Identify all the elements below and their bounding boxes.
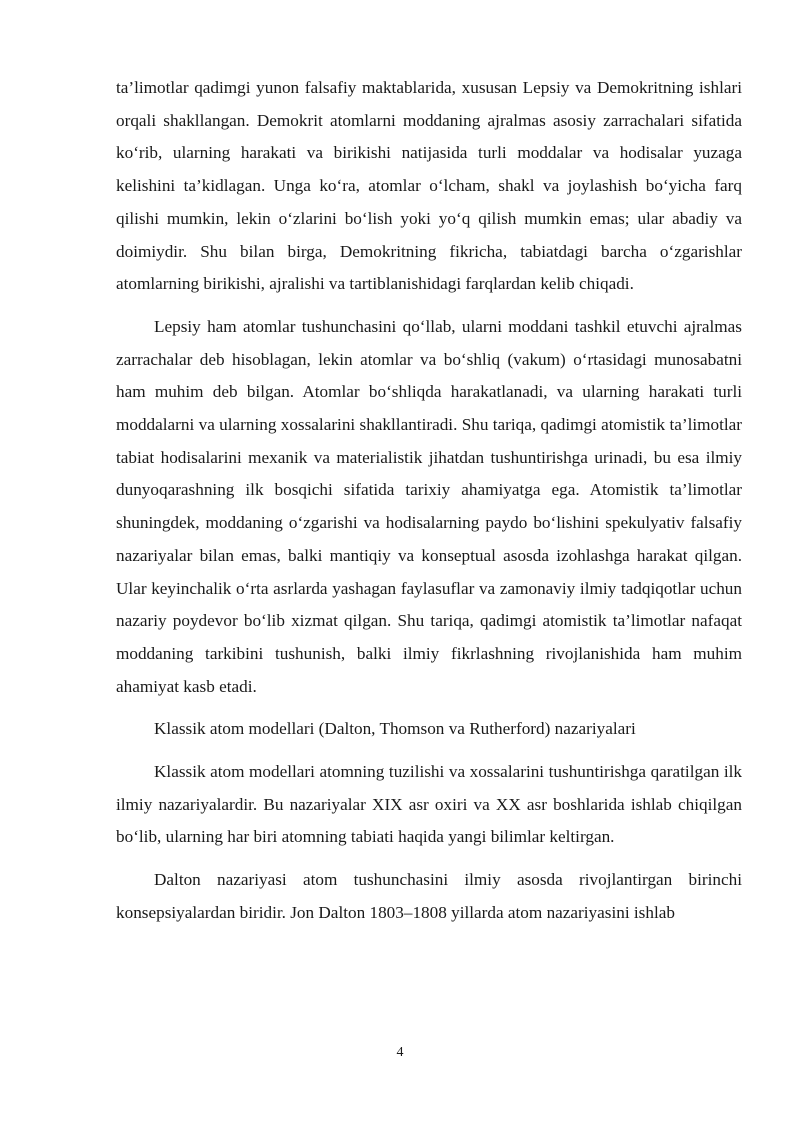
paragraph-democritus: ta’limotlar qadimgi yunon falsafiy maktablarida, xususan Lepsiy va Demokritning ishlari orqali shakllangan. Demokrit atomlarni moddaning ajralmas asosiy zarrachalari sifatida koʻrib, ularning harakati va birikishi natijasida turli moddalar va hodisalar yuzaga kelishini ta’kidlagan. Unga koʻra, atomlar oʻlcham, shakl va joylashish boʻyicha farq qilishi mumkin, lekin oʻzlarini boʻlish yoki yoʻq qilish mumkin emas; ular abadiy va doimiydir. Shu bilan birga, Demokritning fikricha, tabiatdagi barcha oʻzgarishlar atomlarning birikishi, ajralishi va tartiblanishidagi farqlardan kelib chiqadi. xyxy=(116,78,742,294)
paragraph-classic-models: Klassik atom modellari atomning tuzilishi va xossalarini tushuntirishga qaratilgan ilk ilmiy nazariyalardir. Bu nazariyalar XIX asr oxiri va XX asr boshlarida ishlab chiqilgan boʻlib, ularning har biri atomning tabiati haqida yangi bilimlar keltirgan. xyxy=(116,762,742,847)
body-text xyxy=(116,72,742,930)
paragraph-dalton: Dalton nazariyasi atom tushunchasini ilmiy asosda rivojlantirgan birinchi konsepsiyalardan biridir. Jon Dalton 1803–1808 yillarda atom nazariyasini ishlab xyxy=(116,870,742,922)
paragraph-lepsiy: Lepsiy ham atomlar tushunchasini qoʻllab, ularni moddani tashkil etuvchi ajralmas zarrachalar deb hisoblagan, lekin atomlar va boʻshliq (vakum) oʻrtasidagi munosabatni ham muhim deb bilgan. Atomlar boʻshliqda harakatlanadi, va ularning harakati turli moddalarni va ularning xossalarini shakllantiradi. Shu tariqa, qadimgi atomistik ta’limotlar tabiat hodisalarini mexanik va materialistik jihatdan tushuntirishga urinadi, bu esa ilmiy dunyoqarashning ilk bosqichi sifatida tarixiy ahamiyatga ega. Atomistik ta’limotlar shuningdek, moddaning oʻzgarishi va hodisalarning paydo boʻlishini spekulyativ falsafiy nazariyalar bilan emas, balki mantiqiy va konseptual asosda izohlashga harakat qilgan. Ular keyinchalik oʻrta asrlarda yashagan faylasuflar va zamonaviy ilmiy tadqiqotlar uchun nazariy poydevor boʻlib xizmat qilgan. Shu tariqa, qadimgi atomistik ta’limotlar nafaqat moddaning tarkibini tushunish, balki ilmiy fikrlashning rivojlanishida ham muhim ahamiyat kasb etadi. xyxy=(116,316,742,696)
page-number: 4 xyxy=(396,1045,404,1060)
section-heading: Klassik atom modellari (Dalton, Thomson va Rutherford) nazariyalari xyxy=(154,719,636,739)
